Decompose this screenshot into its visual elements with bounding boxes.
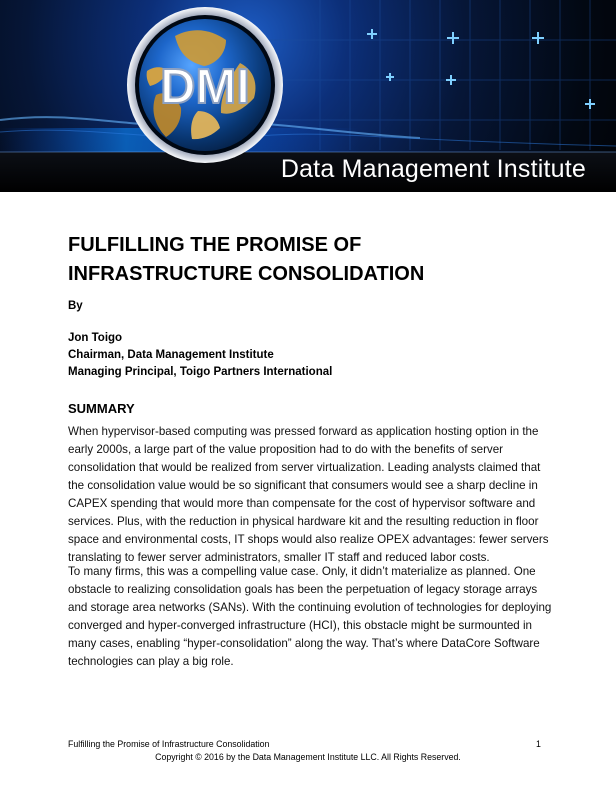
author-byline-label: By [68,300,83,312]
header-banner [0,0,616,192]
document-title-line-2: INFRASTRUCTURE CONSOLIDATION [68,263,425,285]
footer-running-title: Fulfilling the Promise of Infrastructure Consolidation [68,739,270,749]
summary-paragraph-1: When hypervisor-based computing was pressed forward as application hosting option in the early 2000s, a large part of the value proposition had to do with the benefits of server consolidation that would be realized from server virtualization. Leading analysts claimed that the consolidation value would be so significant that consumers would see a sharp decline in CAPEX spending that would more than compensate for the cost of hypervisor software and services. Plus, with the reduction in physical hardware kit and the resulting reduction in floor space and environmental costs, IT shops would also realize OPEX advantages: fewer servers translating to fewer server administrators, smaller IT staff and reduced labor costs. [68,425,549,564]
document-title [68,231,548,289]
author-role-1: Chairman, Data Management Institute [68,349,274,361]
author-block [68,330,332,381]
organization-name: Data Management Institute [280,155,586,183]
logo-text: DMI [160,60,250,114]
page-number: 1 [536,739,541,749]
footer-copyright: Copyright © 2016 by the Data Management Institute LLC. All Rights Reserved. [155,752,461,762]
summary-heading: SUMMARY [68,401,135,416]
summary-paragraph-2: To many firms, this was a compelling value case. Only, it didn’t materialize as planned. One obstacle to realizing consolidation goals has been the perpetuation of legacy storage arrays and storage area networks (SANs). With the continuing evolution of technologies for deploying converged and hyper-converged infrastructure (HCI), this obstacle might be surmounted in many cases, enabling “hyper-consolidation” along the way. That’s where DataCore Software technologies can play a big role. [68,565,552,668]
sparkle-plus-icons [367,29,595,109]
author-role-2: Managing Principal, Toigo Partners International [68,366,333,378]
document-title-line-1: FULFILLING THE PROMISE OF [68,234,362,256]
dmi-logo [127,7,283,163]
author-name: Jon Toigo [68,332,123,344]
